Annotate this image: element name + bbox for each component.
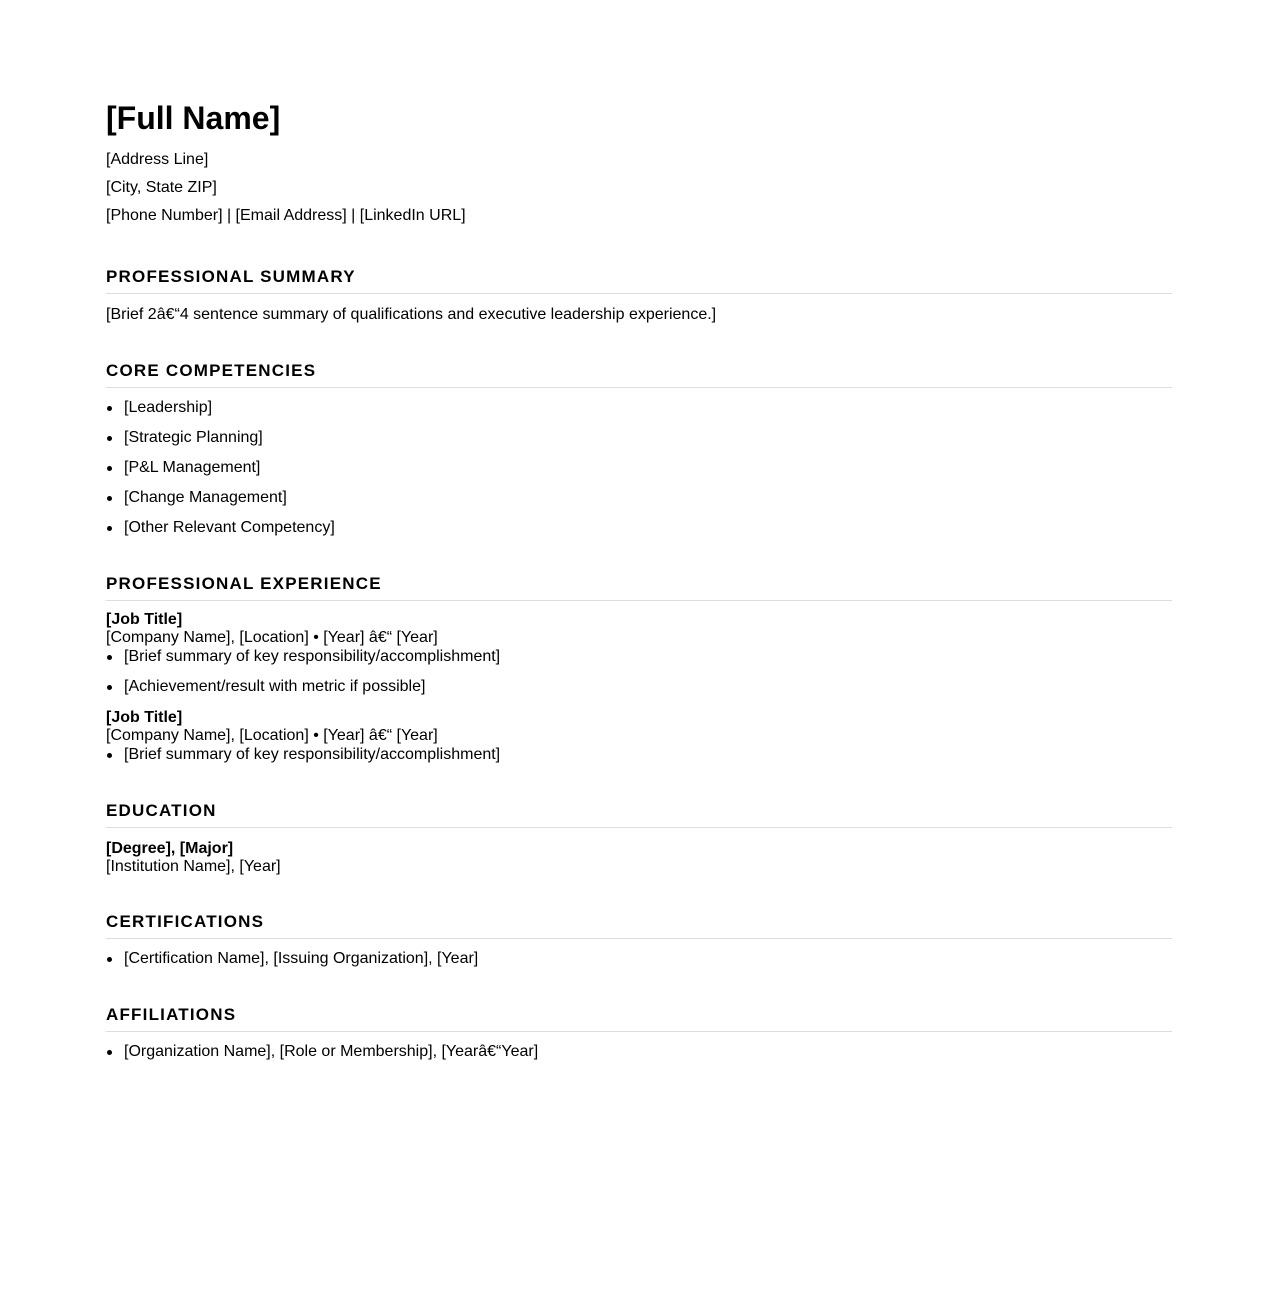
bullet-icon: [107, 1050, 112, 1055]
job-bullet-text: [Brief summary of key responsibility/accomplishment]: [124, 648, 501, 665]
list-item: [124, 458, 1172, 478]
competency-text: [Strategic Planning]: [124, 429, 263, 446]
bullet-icon: [107, 655, 112, 660]
list-item: [124, 518, 1172, 538]
list-item: [124, 1042, 1172, 1062]
education-entry: [106, 840, 1172, 876]
address-line: [Address Line]: [106, 151, 209, 168]
section-title-summary: PROFESSIONAL SUMMARY: [106, 267, 1172, 294]
bullet-icon: [107, 406, 112, 411]
section-title-certifications: CERTIFICATIONS: [106, 912, 1172, 939]
list-item: [124, 488, 1172, 508]
institution: [Institution Name], [Year]: [106, 858, 281, 875]
bullet-icon: [107, 753, 112, 758]
list-item: [124, 745, 1172, 765]
city-state-zip: [City, State ZIP]: [106, 179, 217, 196]
bullet-icon: [107, 466, 112, 471]
job-entry: [106, 611, 1172, 697]
list-item: [124, 398, 1172, 418]
experience-section: [106, 574, 1172, 765]
certifications-section: [106, 912, 1172, 969]
section-title-education: EDUCATION: [106, 801, 1172, 828]
job-title: [Job Title]: [106, 709, 183, 726]
education-section: [106, 801, 1172, 876]
full-name: [Full Name]: [106, 100, 281, 136]
contact-info: [Phone Number] | [Email Address] | [LinkedIn URL]: [106, 207, 466, 224]
summary-section: [106, 267, 1172, 325]
bullet-icon: [107, 526, 112, 531]
affiliation-text: [Organization Name], [Role or Membership], [Yearâ€“Year]: [124, 1043, 539, 1060]
job-meta: [Company Name], [Location] • [Year] â€“ [Year]: [106, 727, 438, 744]
list-item: [124, 647, 1172, 667]
competency-text: [Change Management]: [124, 489, 287, 506]
job-bullet-text: [Achievement/result with metric if possible]: [124, 678, 426, 695]
list-item: [124, 428, 1172, 448]
bullet-icon: [107, 957, 112, 962]
bullet-icon: [107, 496, 112, 501]
resume-header: [106, 100, 1172, 230]
bullet-icon: [107, 436, 112, 441]
competency-text: [Other Relevant Competency]: [124, 519, 335, 536]
summary-text: [Brief 2â€“4 sentence summary of qualifications and executive leadership experience.]: [106, 306, 717, 323]
competencies-section: [106, 361, 1172, 538]
affiliations-list: [106, 1042, 1172, 1062]
competencies-list: [106, 398, 1172, 538]
affiliations-section: [106, 1005, 1172, 1062]
list-item: [124, 677, 1172, 697]
section-title-affiliations: AFFILIATIONS: [106, 1005, 1172, 1032]
section-title-competencies: CORE COMPETENCIES: [106, 361, 1172, 388]
job-meta: [Company Name], [Location] • [Year] â€“ [Year]: [106, 629, 438, 646]
certification-text: [Certification Name], [Issuing Organization], [Year]: [124, 950, 479, 967]
competency-text: [Leadership]: [124, 399, 213, 416]
job-entry: [106, 709, 1172, 765]
job-title: [Job Title]: [106, 611, 183, 628]
competency-text: [P&L Management]: [124, 459, 261, 476]
job-bullets: [106, 647, 1172, 697]
bullet-icon: [107, 685, 112, 690]
job-bullet-text: [Brief summary of key responsibility/accomplishment]: [124, 746, 501, 763]
job-bullets: [106, 745, 1172, 765]
certifications-list: [106, 949, 1172, 969]
section-title-experience: PROFESSIONAL EXPERIENCE: [106, 574, 1172, 601]
degree: [Degree], [Major]: [106, 840, 234, 857]
list-item: [124, 949, 1172, 969]
